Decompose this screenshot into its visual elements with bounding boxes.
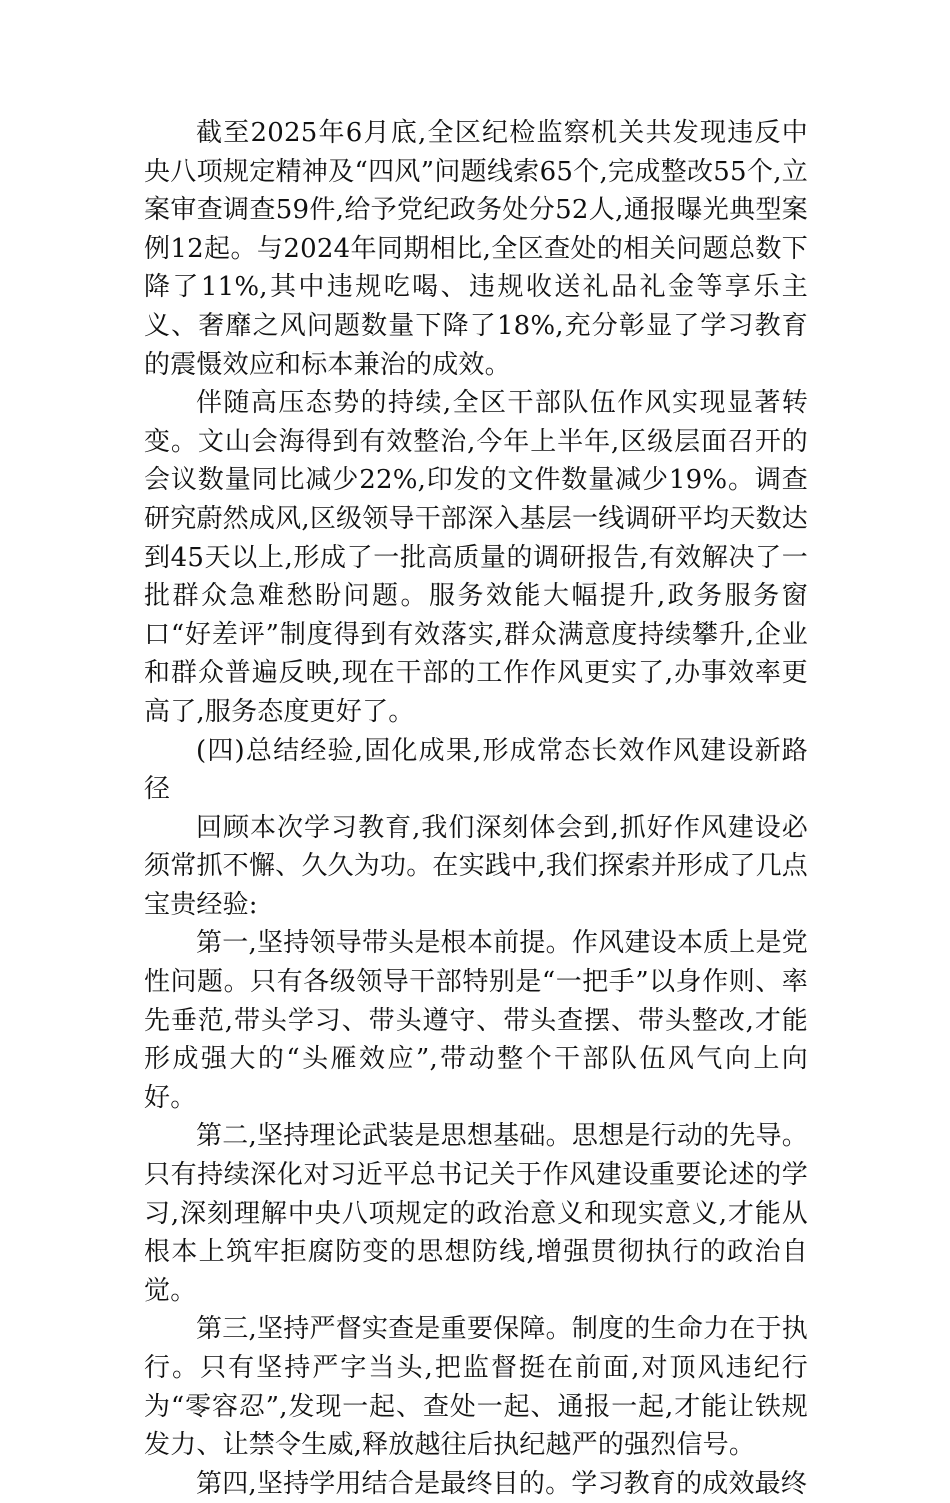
document-body [144, 114, 808, 1503]
paragraph-work-style-change: 伴随高压态势的持续,全区干部队伍作风实现显著转变。文山会海得到有效整治,今年上半年,区级层面召开的会议数量同比减少22%,印发的文件数量减少19%。调查研究蔚然成风,区级领导干部深入基层一线调研平均天数达到45天以上,形成了一批高质量的调研报告,有效解决了一批群众急难愁盼问题。服务效能大幅提升,政务服务窗口“好差评”制度得到有效落实,群众满意度持续攀升,企业和群众普遍反映,现在干部的工作作风更实了,办事效率更高了,服务态度更好了。 [144, 388, 808, 727]
paragraph-case-statistics: 截至2025年6月底,全区纪检监察机关共发现违反中央八项规定精神及“四风”问题线索65个,完成整改55个,立案审查调查59件,给予党纪政务处分52人,通报曝光典型案例12起。与2024年同期相比,全区查处的相关问题总数下降了11%,其中违规吃喝、违规收送礼品礼金等享乐主义、奢靡之风问题数量下降了18%,充分彰显了学习教育的震慑效应和标本兼治的成效。 [144, 118, 808, 380]
section-heading-summary: (四)总结经验,固化成果,形成常态长效作风建设新路径 [144, 735, 808, 805]
paragraph-experience-1: 第一,坚持领导带头是根本前提。作风建设本质上是党性问题。只有各级领导干部特别是“一把手”以身作则、率先垂范,带头学习、带头遵守、带头查摆、带头整改,才能形成强大的“头雁效应”,带动整个干部队伍风气向上向好。 [144, 928, 808, 1113]
paragraph-experience-4: 第四,坚持学用结合是最终目的。学习教育的成效最终 [196, 1468, 808, 1499]
paragraph-experience-3: 第三,坚持严督实查是重要保障。制度的生命力在于执行。只有坚持严字当头,把监督挺在前面,对顶风违纪行为“零容忍”,发现一起、查处一起、通报一起,才能让铁规发力、让禁令生威,释放越往后执纪越严的强烈信号。 [144, 1314, 808, 1461]
paragraph-experience-2: 第二,坚持理论武装是思想基础。思想是行动的先导。只有持续深化对习近平总书记关于作风建设重要论述的学习,深刻理解中央八项规定的政治意义和现实意义,才能从根本上筑牢拒腐防变的思想防线,增强贯彻执行的政治自觉。 [144, 1121, 808, 1306]
paragraph-review-intro: 回顾本次学习教育,我们深刻体会到,抓好作风建设必须常抓不懈、久久为功。在实践中,我们探索并形成了几点宝贵经验: [144, 812, 808, 920]
